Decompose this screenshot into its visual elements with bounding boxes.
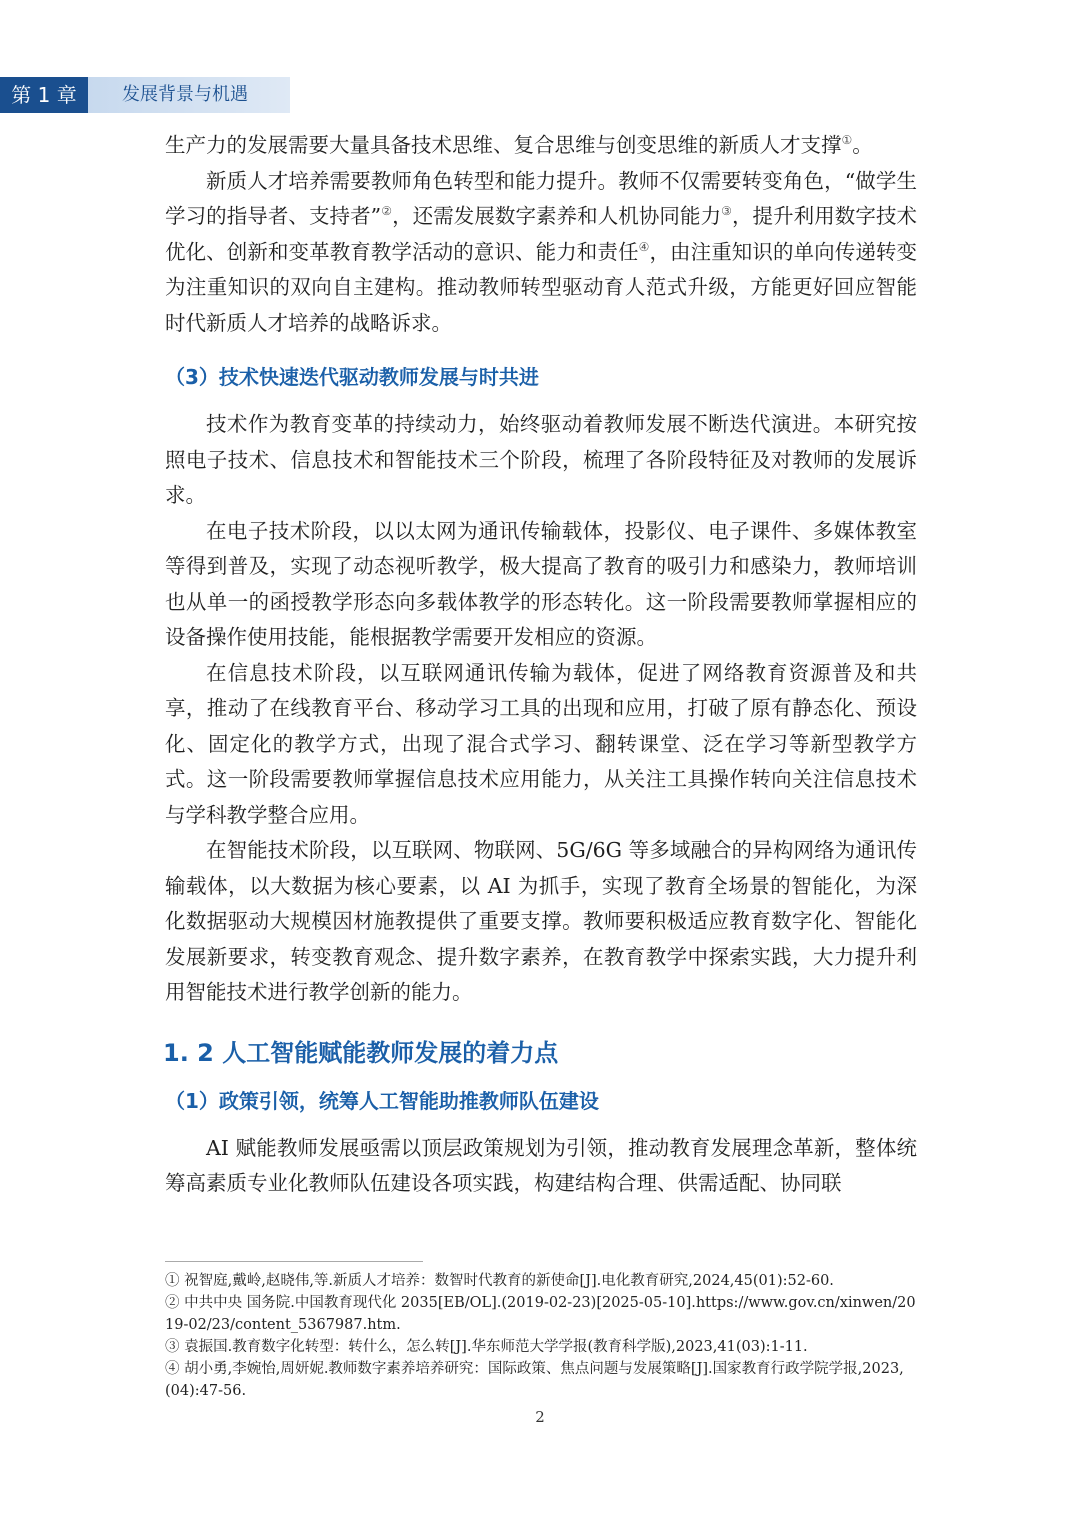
paragraph: 新质人才培养需要教师角色转型和能力提升。教师不仅需要转变角色，“做学生学习的指导者、支持者”②，还需发展数字素养和人机协同能力③，提升利用数字技术优化、创新和变革教育教学活动的意识、能力和责任④，由注重知识的单向传递转变为注重知识的双向自主建构。推动教师转型驱动育人范式升级，方能更好回应智能时代新质人才培养的战略诉求。 (165, 168, 918, 335)
subsection-heading: （1）政策引领，统筹人工智能助推教师队伍建设 (165, 1088, 599, 1113)
paragraph: 在电子技术阶段，以以太网为通讯传输载体，投影仪、电子课件、多媒体教室等得到普及，实现了动态视听教学，极大提高了教育的吸引力和感染力，教师培训也从单一的函授教学形态向多载体教学的形态转化。这一阶段需要教师掌握相应的设备操作使用技能，能根据教学需要开发相应的资源。 (165, 518, 917, 649)
page-body (165, 128, 917, 1202)
paragraph: 在信息技术阶段，以互联网通讯传输为载体，促进了网络教育资源普及和共享，推动了在线教育平台、移动学习工具的出现和应用，打破了原有静态化、预设化、固定化的教学方式，出现了混合式学习、翻转课堂、泛在学习等新型教学方式。这一阶段需要教师掌握信息技术应用能力，从关注工具操作转向关注信息技术与学科教学整合应用。 (165, 660, 917, 827)
chapter-header (0, 77, 290, 113)
paragraph: 技术作为教育变革的持续动力，始终驱动着教师发展不断迭代演进。本研究按照电子技术、信息技术和智能技术三个阶段，梳理了各阶段特征及对教师的发展诉求。 (165, 412, 917, 507)
footnote-ref: ① (841, 133, 853, 148)
page-number: 2 (535, 1408, 545, 1426)
footnote-ref: ④ (638, 239, 650, 254)
footnote-divider (165, 1261, 423, 1262)
footnote: ③ 袁振国.教育数字化转型：转什么，怎么转[J].华东师范大学学报(教育科学版),2023,41(03):1-11. (165, 1339, 808, 1355)
chapter-tag: 第 1 章 (0, 77, 88, 113)
footnote: ④ 胡小勇,李婉怡,周妍妮.教师数字素养培养研究：国际政策、焦点问题与发展策略[J].国家教育行政学院学报,2023,(04):47-56. (165, 1361, 904, 1399)
paragraph: 生产力的发展需要大量具备技术思维、复合思维与创变思维的新质人才支撑①。 (165, 133, 873, 157)
paragraph: 在智能技术阶段，以互联网、物联网、5G/6G 等多域融合的异构网络为通讯传输载体，以大数据为核心要素，以 AI 为抓手，实现了教育全场景的智能化，为深化数据驱动大规模因材施教提供了重要支撑。教师要积极适应教育数字化、智能化发展新要求，转变教育观念、提升数字素养，在教育教学中探索实践，大力提升利用智能技术进行教学创新的能力。 (165, 838, 917, 1004)
footnote: ① 祝智庭,戴岭,赵晓伟,等.新质人才培养：数智时代教育的新使命[J].电化教育研究,2024,45(01):52-60. (165, 1273, 834, 1289)
footnote-ref: ② (381, 204, 393, 219)
footnotes (165, 1270, 917, 1402)
footnote: ② 中共中央 国务院.中国教育现代化 2035[EB/OL].(2019-02-23)[2025-05-10].https://www.gov.cn/xinwen/2019-02/23/content_5367987.htm. (165, 1295, 916, 1333)
chapter-name: 发展背景与机遇 (88, 77, 290, 113)
subsection-heading: （3）技术快速迭代驱动教师发展与时共进 (165, 365, 539, 389)
section-heading: 1. 2 人工智能赋能教师发展的着力点 (163, 1038, 559, 1067)
paragraph: AI 赋能教师发展亟需以顶层政策规划为引领，推动教育发展理念革新，整体统筹高素质专业化教师队伍建设各项实践，构建结构合理、供需适配、协同联 (165, 1135, 917, 1195)
footnote-ref: ③ (721, 204, 732, 219)
